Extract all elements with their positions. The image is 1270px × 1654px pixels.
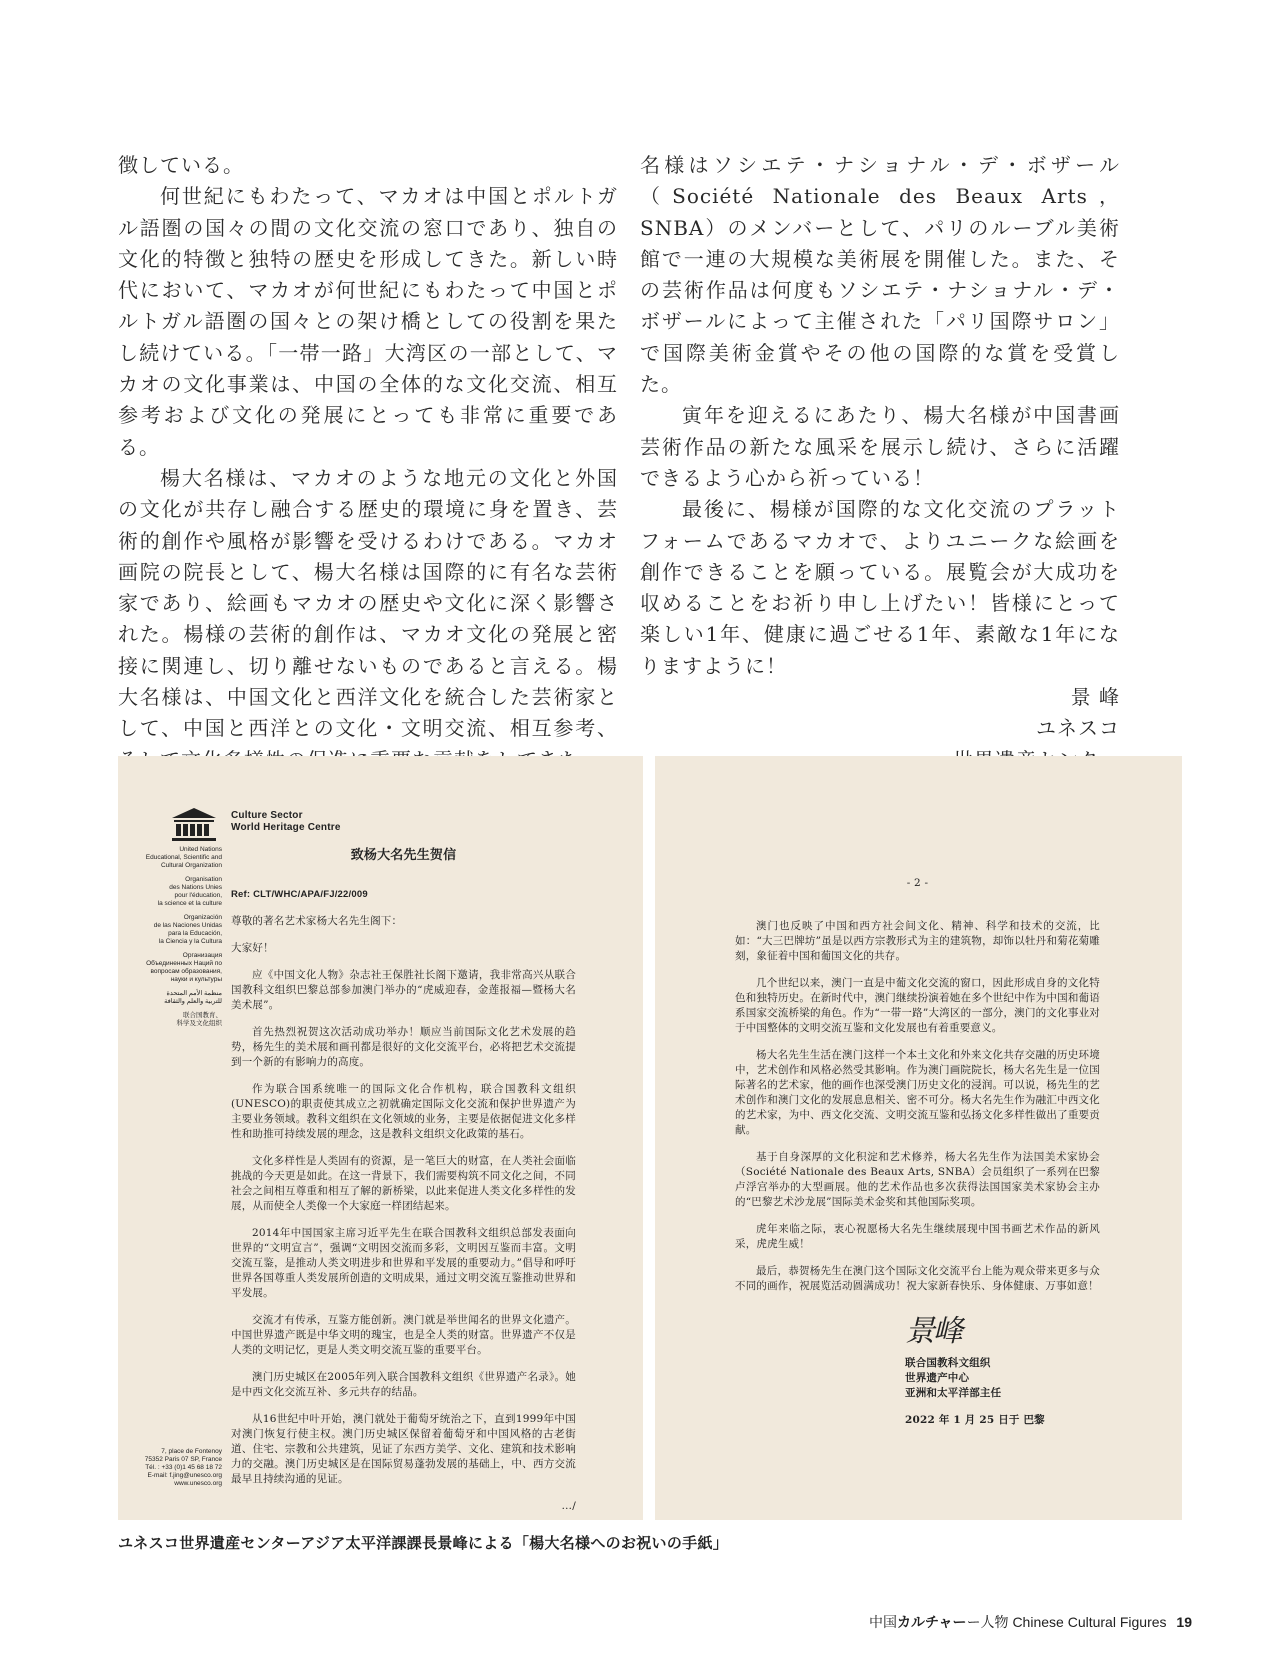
magazine-name-c: ー人物 Chinese Cultural Figures bbox=[966, 1614, 1167, 1630]
side-line: 联合国教育、 bbox=[183, 1012, 222, 1019]
side-line: Cultural Organization bbox=[160, 862, 222, 869]
article-left-column bbox=[118, 150, 618, 839]
letter-paragraph: 首先热烈祝贺这次活动成功举办！顺应当前国际文化艺术发展的趋势，杨先生的美术展和画刊都是很好的文化交流平台，必将把艺术交流提到一个新的有影响力的高度。 bbox=[231, 1026, 576, 1068]
letter-paragraph: 几个世纪以来，澳门一直是中葡文化交流的窗口，因此形成自身的文化特色和独特历史。在新时代中，澳门继续扮演着她在多个世纪中作为中国和葡语系国家交流桥梁的角色。作为“一带一路”大湾区的一部分，澳门的文化事业对于中国整体的文明交流互鉴和文化发展也有着重要意义。 bbox=[735, 977, 1100, 1034]
side-line: Организация bbox=[182, 952, 222, 959]
letter-paragraph: 交流才有传承，互鉴方能创新。澳门就是举世闻名的世界文化遗产。中国世界遗产既是中华文明的瑰宝，也是全人类的财富。世界遗产不仅是人类的文明记忆，更是人类文明交流互鉴的重要平台。 bbox=[231, 1314, 576, 1356]
magazine-name-b: カルチャー bbox=[896, 1614, 967, 1630]
letter-paragraph: 基于自身深厚的文化积淀和艺术修养，杨大名先生作为法国美术家协会（Société Nationale des Beaux Arts, SNBA）会员组织了一系列在巴黎卢浮宫举办的大型画展。他的艺术作品也多次获得法国国家美术家协会主办的“巴黎艺术沙龙展”国际美术金奖和其他国际奖项。 bbox=[735, 1151, 1100, 1208]
article-right-column bbox=[640, 150, 1120, 839]
letter-paragraph: 澳门也反映了中国和西方社会间文化、精神、科学和技术的交流，比如：“大三巴牌坊”虽是以西方宗教形式为主的建筑物，却饰以牡丹和菊花菊雕刻，象征着中国和葡国文化的共存。 bbox=[735, 920, 1100, 962]
letter-salutation: 尊敬的著名艺术家杨大名先生阁下： bbox=[231, 915, 403, 927]
letter-page-number: - 2 - bbox=[906, 877, 929, 889]
letter-paragraph: 虎年来临之际，衷心祝愿杨大名先生继续展现中国书画艺术作品的新风采，虎虎生威！ bbox=[735, 1223, 1100, 1250]
address-line: www.unesco.org bbox=[174, 1480, 222, 1487]
article-paragraph: 楊大名様は、マカオのような地元の文化と外国の文化が共存し融合する歴史的環境に身を置き、芸術的創作や風格が影響を受けるわけである。マカオ画院の院長として、楊大名様は国際的に有名な芸術家であり、絵画もマカオの歴史や文化に深く影響された。楊様の芸術的創作は、マカオ文化の発展と密接に関連し、切り離せないものであると言える。楊大名様は、中国文化と西洋文化を統合した芸術家として、中国と西洋との文化・文明交流、相互参考、 bbox=[118, 465, 618, 741]
article-paragraph: 徴している。 bbox=[118, 153, 244, 177]
letter-title: 致杨大名先生贺信 bbox=[350, 848, 457, 863]
side-line: para la Educación, bbox=[168, 930, 222, 937]
letter-body-2 bbox=[735, 876, 1100, 1428]
article-paragraph: 寅年を迎えるにあたり、楊大名様が中国書画芸術作品の新たな風采を展示し続け、さらに活躍できるよう心から祈っている！ bbox=[640, 403, 1120, 490]
letter-page-1 bbox=[118, 756, 643, 1520]
side-line: للتربية والعلم والثقافة bbox=[164, 998, 222, 1005]
side-line: pour l'éducation, bbox=[174, 892, 222, 899]
letter-greeting: 大家好！ bbox=[231, 942, 274, 954]
article-paragraph: 何世紀にもわたって、マカオは中国とポルトガル語圏の国々の間の文化交流の窓口であり、独自の文化的特徴と独特の歴史を形成してきた。新しい時代において、マカオが何世紀にもわたって中国とポルトガル語圏の国々との架け橋としての役割を果たし続けている。「一帯一路」大湾区の一部として、マカオの文化事業は、中国の全体的な文化交流、相互参考および文化の発展にとっても非常に重要である。 bbox=[118, 184, 618, 459]
signature-line: 世界遗产中心 bbox=[905, 1372, 970, 1384]
signature-name: 景 峰 bbox=[1070, 685, 1120, 710]
side-line: науки и культуры bbox=[170, 976, 222, 983]
side-line: la Ciencia y la Cultura bbox=[158, 938, 222, 945]
letter-paragraph: 澳门历史城区在2005年列入联合国教科文组织《世界遗产名录》。她是中西文化交流互补、多元共存的结晶。 bbox=[231, 1371, 576, 1398]
letter-paragraph: 从16世纪中叶开始，澳门就处于葡萄牙统治之下，直到1999年中国对澳门恢复行使主权。澳门历史城区保留着葡萄牙和中国风格的古老街道、住宅、宗教和公共建筑，见证了东西方美学、文化、建筑和技术影响力的交融。澳门历史城区是在国际贸易蓬勃发展的基础上，中、西方交流最早且持续沟通的见证。 bbox=[231, 1413, 576, 1485]
letter-signature-block bbox=[905, 1356, 1100, 1428]
handwritten-signature: 景峰 bbox=[905, 1314, 961, 1349]
letter-paragraph: 应《中国文化人物》杂志社王保胜社长阁下邀请，我非常高兴从联合国教科文组织巴黎总部参加澳门举办的“虎威迎春，金莲报福—暨杨大名美术展”。 bbox=[231, 969, 576, 1011]
address-line: Tél. : +33 (0)1 45 68 18 72 bbox=[145, 1464, 222, 1471]
letter-page-2 bbox=[655, 756, 1182, 1520]
address-line: 7, place de Fontenoy bbox=[161, 1448, 222, 1455]
letter-paragraph: 杨大名先生生活在澳门这样一个本土文化和外来文化共存交融的历史环境中，艺术创作和风格必然受其影响。作为澳门画院院长，杨大名先生是一位国际著名的艺术家，他的画作也深受澳门历史文化的浸润。可以说，杨先生的艺术创作和澳门文化的发展息息相关、密不可分。杨大名先生作为融汇中西文化的艺术家，为中、西文化交流、文明交流互鉴和弘扬文化多样性做出了重要贡献。 bbox=[735, 1049, 1100, 1136]
letter-ref: Ref: CLT/WHC/APA/FJ/22/009 bbox=[231, 889, 368, 900]
side-line: Educational, Scientific and bbox=[145, 854, 222, 861]
letter-date: 2022 年 1 月 25 日于 巴黎 bbox=[905, 1414, 1045, 1426]
signature-line: 亚洲和太平洋部主任 bbox=[905, 1387, 1002, 1399]
letter-paragraph: 2014年中国国家主席习近平先生在联合国教科文组织总部发表面向世界的“文明宣言”，强调“文明因交流而多彩，文明因互鉴而丰富。文明交流互鉴，是推动人类文明进步和世界和平发展的重要动力。”倡导和呼吁世界各国尊重人类发展所创造的文明成果，通过文明交流互鉴推动世界和平发展。 bbox=[231, 1227, 576, 1299]
magazine-name-a: 中国 bbox=[868, 1614, 897, 1630]
letterhead bbox=[231, 810, 341, 834]
side-line: Organisation bbox=[185, 876, 222, 883]
side-line: la science et la culture bbox=[157, 900, 222, 907]
address-line: E-mail: f.jing@unesco.org bbox=[147, 1472, 222, 1479]
side-line: Объединенных Наций по bbox=[146, 960, 222, 967]
side-line: United Nations bbox=[179, 846, 222, 853]
letter-body-1 bbox=[231, 846, 576, 1514]
unesco-logo-icon bbox=[168, 806, 220, 844]
side-line: des Nations Unies bbox=[169, 884, 222, 891]
signature-line: 联合国教科文组织 bbox=[905, 1357, 991, 1369]
side-line: вопросам образования, bbox=[150, 968, 222, 975]
article-paragraph: 名様はソシエテ・ナショナル・デ・ボザール（Société Nationale des Beaux Arts，SNBA）のメンバーとして、パリのルーブル美術館で一連の大規模な美術展を開催した。また、その芸術作品は何度もソシエテ・ナショナル・デ・ボザールによって主催された「パリ国際サロン」で国際美術金賞やその他の国際的な賞を受賞した。 bbox=[640, 153, 1120, 397]
letter-paragraph: 作为联合国系统唯一的国际文化合作机构，联合国教科文组织(UNESCO)的职责使其成立之初就确定国际文化交流和保护世界遗产为主要业务领域。教科文组织在文化领域的业务，主要是依据促进文化多样性和助推可持续发展的理念，这是教科文组织文化政策的基石。 bbox=[231, 1083, 576, 1140]
letterhead-sector: Culture Sector bbox=[231, 810, 303, 821]
unesco-address bbox=[132, 1448, 222, 1488]
article-paragraph: 最後に、楊様が国際的な文化交流のプラットフォームであるマカオで、よりユニークな絵画を創作できることを願っている。展覧会が大成功を収めることをお祈り申し上げたい！皆様にとって楽しい1年、健康に過ごせる1年、素敵な1年になりますように！ bbox=[640, 497, 1120, 678]
letterhead-centre: World Heritage Centre bbox=[231, 822, 341, 833]
letter-continued: …/ bbox=[561, 1500, 576, 1512]
letter-paragraph: 文化多样性是人类固有的资源，是一笔巨大的财富，在人类社会面临挑战的今天更是如此。在这一背景下，我们需要构筑不同文化之间，不同社会之间相互尊重和相互了解的新桥梁，以此来促进人类文化多样性的发展，从而使全人类像一个大家庭一样团结起来。 bbox=[231, 1155, 576, 1212]
signature-org: ユネスコ bbox=[1036, 716, 1120, 741]
unesco-names bbox=[132, 846, 222, 1028]
side-line: منظمة الأمم المتحدة bbox=[166, 990, 222, 997]
page-footer bbox=[869, 1612, 1192, 1632]
address-line: 75352 Paris 07 SP, France bbox=[144, 1456, 222, 1463]
letter-paragraph: 最后，恭贺杨先生在澳门这个国际文化交流平台上能为观众带来更多与众不同的画作，祝展览活动圆满成功！祝大家新春快乐、身体健康、万事如意！ bbox=[735, 1265, 1100, 1292]
figure-caption: ユネスコ世界遺産センターアジア太平洋課課長景峰による「楊大名様へのお祝いの手紙」 bbox=[118, 1535, 729, 1552]
side-line: 科学及文化组织 bbox=[176, 1020, 222, 1027]
page-number: 19 bbox=[1176, 1614, 1192, 1630]
side-line: Organización bbox=[183, 914, 222, 921]
side-line: de las Naciones Unidas bbox=[153, 922, 222, 929]
